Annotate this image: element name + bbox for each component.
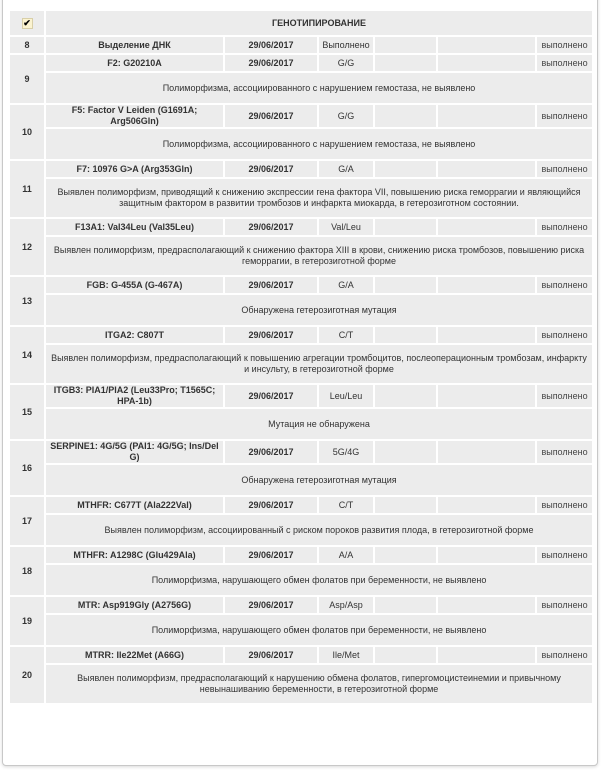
row-number: 16 xyxy=(9,440,45,496)
empty-cell xyxy=(374,384,437,408)
description-row xyxy=(9,408,593,440)
empty-cell xyxy=(374,646,437,664)
status-text: выполнено xyxy=(536,546,593,564)
genotype-value: Val/Leu xyxy=(318,218,374,236)
result-description: Выявлен полиморфизм, приводящий к снижению экспрессии гена фактора VII, повышению риска геморрагии и являющийся защитным фактором в развитии тромбозов и инфаркта миокарда, в гетерозиготном состоянии. xyxy=(45,178,593,218)
test-date: 29/06/2017 xyxy=(224,646,318,664)
empty-cell xyxy=(437,104,536,128)
test-date: 29/06/2017 xyxy=(224,440,318,464)
description-row xyxy=(9,614,593,646)
empty-cell xyxy=(437,36,536,54)
empty-cell xyxy=(437,326,536,344)
test-name: MTHFR: C677T (Ala222Val) xyxy=(45,496,224,514)
section-title: ГЕНОТИПИРОВАНИЕ xyxy=(45,10,593,36)
test-date: 29/06/2017 xyxy=(224,36,318,54)
empty-cell xyxy=(437,546,536,564)
test-date: 29/06/2017 xyxy=(224,326,318,344)
test-name: F2: G20210A xyxy=(45,54,224,72)
empty-cell xyxy=(374,546,437,564)
row-number: 19 xyxy=(9,596,45,646)
row-number: 20 xyxy=(9,646,45,704)
genotype-value: A/A xyxy=(318,546,374,564)
genotype-value: Выполнено xyxy=(318,36,374,54)
empty-cell xyxy=(374,496,437,514)
test-name: ITGB3: PIA1/PIA2 (Leu33Pro; T1565C; HPA-1b) xyxy=(45,384,224,408)
test-date: 29/06/2017 xyxy=(224,276,318,294)
test-name: MTRR: Ile22Met (A66G) xyxy=(45,646,224,664)
empty-cell xyxy=(374,218,437,236)
description-row xyxy=(9,664,593,704)
empty-cell xyxy=(374,104,437,128)
table-row[interactable] xyxy=(9,646,593,664)
description-row xyxy=(9,294,593,326)
status-text: выполнено xyxy=(536,596,593,614)
status-text: выполнено xyxy=(536,160,593,178)
genotype-value: 5G/4G xyxy=(318,440,374,464)
table-row[interactable] xyxy=(9,104,593,128)
test-date: 29/06/2017 xyxy=(224,218,318,236)
table-row[interactable] xyxy=(9,326,593,344)
test-date: 29/06/2017 xyxy=(224,596,318,614)
result-description: Мутация не обнаружена xyxy=(45,408,593,440)
table-row[interactable] xyxy=(9,546,593,564)
empty-cell xyxy=(437,276,536,294)
section-header-row xyxy=(9,10,593,36)
table-row[interactable] xyxy=(9,36,593,54)
genotype-value: G/G xyxy=(318,104,374,128)
result-description: Выявлен полиморфизм, предрасполагающий к повышению агрегации тромбоцитов, послеоперационным тромбозам, инфаркту и инсульту, в гетерозиготной форме xyxy=(45,344,593,384)
test-name: SERPINE1: 4G/5G (PAI1: 4G/5G; Ins/Del G) xyxy=(45,440,224,464)
row-number: 13 xyxy=(9,276,45,326)
result-description: Полиморфизма, нарушающего обмен фолатов при беременности, не выявлено xyxy=(45,614,593,646)
table-row[interactable] xyxy=(9,384,593,408)
status-text: выполнено xyxy=(536,104,593,128)
test-name: ITGA2: C807T xyxy=(45,326,224,344)
empty-cell xyxy=(374,36,437,54)
genotype-value: C/T xyxy=(318,496,374,514)
genotype-value: Leu/Leu xyxy=(318,384,374,408)
empty-cell xyxy=(437,160,536,178)
empty-cell xyxy=(437,54,536,72)
empty-cell xyxy=(437,384,536,408)
row-number: 11 xyxy=(9,160,45,218)
status-text: выполнено xyxy=(536,36,593,54)
table-row[interactable] xyxy=(9,596,593,614)
test-name: Выделение ДНК xyxy=(45,36,224,54)
test-date: 29/06/2017 xyxy=(224,104,318,128)
description-row xyxy=(9,514,593,546)
test-name: MTR: Asp919Gly (A2756G) xyxy=(45,596,224,614)
status-text: выполнено xyxy=(536,646,593,664)
description-row xyxy=(9,236,593,276)
result-description: Обнаружена гетерозиготная мутация xyxy=(45,464,593,496)
test-name: F7: 10976 G>A (Arg353Gln) xyxy=(45,160,224,178)
result-description: Выявлен полиморфизм, предрасполагающий к снижению фактора XIII в крови, снижению риска тромбозов, повышению риска геморрагии, в гетерозиготной форме xyxy=(45,236,593,276)
description-row xyxy=(9,72,593,104)
table-row[interactable] xyxy=(9,496,593,514)
empty-cell xyxy=(374,54,437,72)
result-description: Выявлен полиморфизм, предрасполагающий к нарушению обмена фолатов, гипергомоцистеинемии и привычному невынашиванию беременности, в гетерозиготной форме xyxy=(45,664,593,704)
status-text: выполнено xyxy=(536,384,593,408)
row-number: 8 xyxy=(9,36,45,54)
genotype-value: Ile/Met xyxy=(318,646,374,664)
description-row xyxy=(9,564,593,596)
empty-cell xyxy=(437,440,536,464)
empty-cell xyxy=(437,496,536,514)
table-body xyxy=(9,36,593,704)
test-name: FGB: G-455A (G-467A) xyxy=(45,276,224,294)
test-date: 29/06/2017 xyxy=(224,546,318,564)
empty-cell xyxy=(374,596,437,614)
row-number: 17 xyxy=(9,496,45,546)
table-row[interactable] xyxy=(9,54,593,72)
row-number: 10 xyxy=(9,104,45,160)
test-date: 29/06/2017 xyxy=(224,384,318,408)
row-number: 9 xyxy=(9,54,45,104)
row-number: 18 xyxy=(9,546,45,596)
description-row xyxy=(9,178,593,218)
genotype-value: G/A xyxy=(318,276,374,294)
status-text: выполнено xyxy=(536,276,593,294)
description-row xyxy=(9,344,593,384)
result-description: Обнаружена гетерозиготная мутация xyxy=(45,294,593,326)
test-date: 29/06/2017 xyxy=(224,496,318,514)
empty-cell xyxy=(374,440,437,464)
check-mark-icon[interactable]: ✔ xyxy=(23,17,31,28)
test-name: MTHFR: A1298C (Glu429Ala) xyxy=(45,546,224,564)
test-date: 29/06/2017 xyxy=(224,160,318,178)
empty-cell xyxy=(374,326,437,344)
empty-cell xyxy=(374,276,437,294)
row-number: 15 xyxy=(9,384,45,440)
status-text: выполнено xyxy=(536,440,593,464)
select-all-cell[interactable] xyxy=(9,10,45,36)
row-number: 14 xyxy=(9,326,45,384)
status-text: выполнено xyxy=(536,218,593,236)
result-description: Полиморфизма, нарушающего обмен фолатов при беременности, не выявлено xyxy=(45,564,593,596)
status-text: выполнено xyxy=(536,54,593,72)
test-name: F5: Factor V Leiden (G1691A; Arg506Gln) xyxy=(45,104,224,128)
result-description: Полиморфизма, ассоциированного с нарушением гемостаза, не выявлено xyxy=(45,128,593,160)
genotype-value: C/T xyxy=(318,326,374,344)
genotype-value: Asp/Asp xyxy=(318,596,374,614)
test-date: 29/06/2017 xyxy=(224,54,318,72)
description-row xyxy=(9,128,593,160)
description-row xyxy=(9,464,593,496)
empty-cell xyxy=(437,596,536,614)
status-text: выполнено xyxy=(536,496,593,514)
result-description: Полиморфизма, ассоциированного с нарушением гемостаза, не выявлено xyxy=(45,72,593,104)
status-text: выполнено xyxy=(536,326,593,344)
row-number: 12 xyxy=(9,218,45,276)
genotyping-table xyxy=(8,9,594,705)
result-description: Выявлен полиморфизм, ассоциированный с риском пороков развития плода, в гетерозиготной форме xyxy=(45,514,593,546)
table-row[interactable] xyxy=(9,160,593,178)
table-row[interactable] xyxy=(9,218,593,236)
table-row[interactable] xyxy=(9,276,593,294)
empty-cell xyxy=(437,218,536,236)
empty-cell xyxy=(374,160,437,178)
table-row[interactable] xyxy=(9,440,593,464)
genotype-value: G/G xyxy=(318,54,374,72)
genotype-value: G/A xyxy=(318,160,374,178)
empty-cell xyxy=(437,646,536,664)
test-name: F13A1: Val34Leu (Val35Leu) xyxy=(45,218,224,236)
